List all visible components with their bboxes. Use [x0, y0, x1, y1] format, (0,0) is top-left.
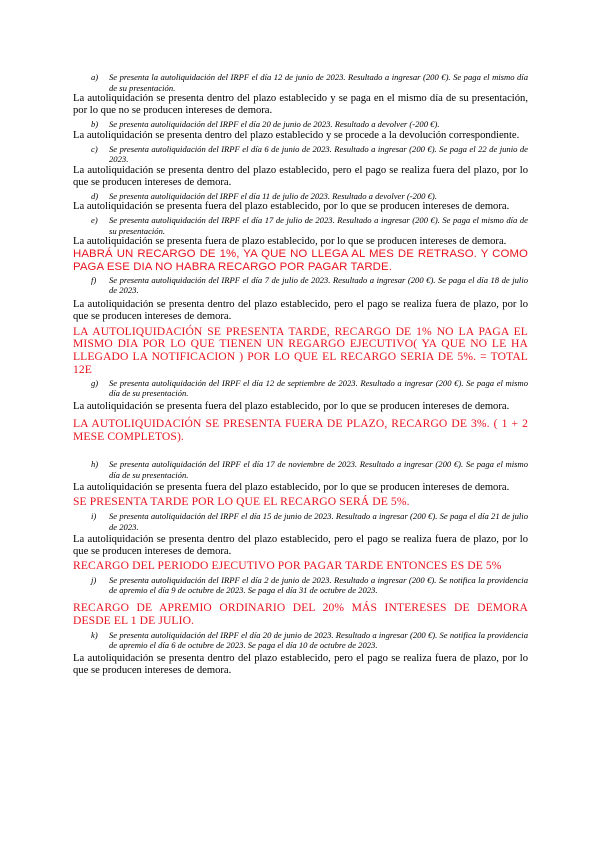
item-text: Se presenta autoliquidación del IRPF el día 2 de junio de 2023. Resultado a ingresar (200 €). Se notifica la providencia de apremio el día 9 de octubre de 2023. Se paga el día 31 de octubre de 2023. [109, 574, 528, 596]
correction-note: LA AUTOLIQUIDACIÓN SE PRESENTA TARDE, RECARGO DE 1% NO LA PAGA EL MISMO DIA POR LO QUE TIENEN UN REGARGO EJECUTIVO( YA QUE NO LE HA LLEGADO LA NOTIFICACION ) POR LO QUE EL RECARGO SERIA DE 5%. = TOTAL 12E [73, 324, 528, 376]
answer-paragraph: La autoliquidación se presenta fuera de plazo establecido, por lo que se producen intereses de demora. [73, 236, 507, 247]
question-item [91, 143, 528, 165]
question-item [91, 190, 528, 202]
item-text: Se presenta autoliquidación del IRPF el día 17 de julio de 2023. Resultado a ingresar (200 €). Se paga el mismo día de su presentación. [109, 215, 528, 236]
item-marker: k) [91, 629, 98, 640]
item-marker: d) [91, 190, 99, 201]
answer-paragraph: La autoliquidación se presenta fuera del plazo establecido, por lo que se producen intereses de demora. [73, 400, 510, 412]
item-text: Se presenta autoliquidación del IRPF el día 20 de junio de 2023. Resultado a ingresar (200 €). Se notifica la providencia de apremio el día 6 de octubre de 2023. Se paga el día 10 de octubre de 2023. [109, 629, 528, 651]
item-marker: i) [91, 511, 97, 522]
answer-paragraph: La autoliquidación se presenta dentro del plazo establecido, pero el pago se realiza fuera de plazo, por lo que se producen intereses de demora. [73, 534, 528, 558]
answer-paragraph: La autoliquidación se presenta dentro del plazo establecido, pero el pago se realiza fuera de plazo, por lo que se producen intereses de demora. [73, 298, 528, 322]
item-marker: f) [91, 274, 97, 285]
item-marker: j) [91, 574, 97, 585]
item-text: Se presenta autoliquidación del IRPF el día 12 de septiembre de 2023. Resultado a ingresar (200 €). Se paga el mismo día de su presentación. [109, 377, 528, 399]
document-page [73, 0, 528, 848]
correction-note: SE PRESENTA TARDE POR LO QUE EL RECARGO SERÁ DE 5%. [73, 495, 410, 509]
question-item [91, 574, 528, 596]
question-item [91, 215, 528, 236]
question-item [91, 629, 528, 651]
item-text: Se presenta autoliquidación del IRPF el día 7 de julio de 2023. Resultado a ingresar (200 €). Se paga el día 18 de julio de 2023. [109, 274, 528, 296]
answer-paragraph: La autoliquidación se presenta dentro del plazo establecido y se procede a la devolución correspondiente. [73, 129, 520, 141]
question-item [91, 459, 528, 480]
item-text: Se presenta la autoliquidación del IRPF el día 12 de junio de 2023. Resultado a ingresar (200 €). Se paga el mismo día de su presentación. [109, 72, 528, 93]
item-text: Se presenta autoliquidación del IRPF el día 11 de julio de 2023. Resultado a devolver (-200 €). [109, 190, 437, 201]
item-marker: h) [91, 459, 99, 470]
item-text: Se presenta autoliquidación del IRPF el día 17 de noviembre de 2023. Resultado a ingresar (200 €). Se paga el mismo día de su presentación. [109, 459, 528, 480]
item-marker: e) [91, 215, 98, 225]
answer-paragraph: La autoliquidación se presenta dentro del plazo establecido y se paga en el mismo día de su presentación, por lo que no se producen intereses de demora. [73, 93, 528, 116]
item-marker: c) [91, 143, 98, 154]
question-item [91, 72, 528, 93]
answer-paragraph: La autoliquidación se presenta dentro del plazo establecido, pero el pago se realiza fuera del plazo, por lo que se producen intereses de demora. [73, 164, 528, 188]
correction-note: HABRÁ UN RECARGO DE 1%, YA QUE NO LLEGA AL MES DE RETRASO. Y COMO PAGA ESE DIA NO HABRA RECARGO POR PAGAR TARDE. [73, 248, 528, 273]
answer-paragraph: La autoliquidación se presenta fuera del plazo establecido, por lo que se producen intereses de demora. [73, 201, 510, 212]
correction-note: LA AUTOLIQUIDACIÓN SE PRESENTA FUERA DE PLAZO, RECARGO DE 3%. ( 1 + 2 MESE COMPLETOS). [73, 416, 528, 443]
answer-paragraph: La autoliquidación se presenta dentro del plazo establecido, pero el pago se realiza fuera de plazo, por lo que se producen intereses de demora. [73, 652, 528, 676]
correction-note: RECARGO DE APREMIO ORDINARIO DEL 20% MÁS INTERESES DE DEMORA DESDE EL 1 DE JULIO. [73, 600, 528, 627]
answer-paragraph: La autoliquidación se presenta fuera del plazo establecido, por lo que se producen intereses de demora. [73, 482, 510, 494]
question-item [91, 511, 528, 532]
item-marker: a) [91, 72, 99, 82]
question-item [91, 274, 528, 296]
item-text: Se presenta autoliquidación del IRPF el día 15 de junio de 2023. Resultado a ingresar (200 €). Se paga el día 21 de julio de 2023. [109, 511, 528, 532]
question-item [91, 119, 528, 130]
item-text: Se presenta autoliquidación del IRPF el día 20 de junio de 2023. Resultado a devolver (-200 €). [109, 119, 440, 129]
item-text: Se presenta autoliquidación del IRPF el día 6 de junio de 2023. Resultado a ingresar (200 €). Se paga el 22 de junio de 2023. [109, 143, 528, 164]
item-marker: g) [91, 377, 99, 388]
item-marker: b) [91, 119, 99, 129]
question-item [91, 377, 528, 399]
correction-note: RECARGO DEL PERIODO EJECUTIVO POR PAGAR TARDE ENTONCES ES DE 5% [73, 559, 502, 573]
